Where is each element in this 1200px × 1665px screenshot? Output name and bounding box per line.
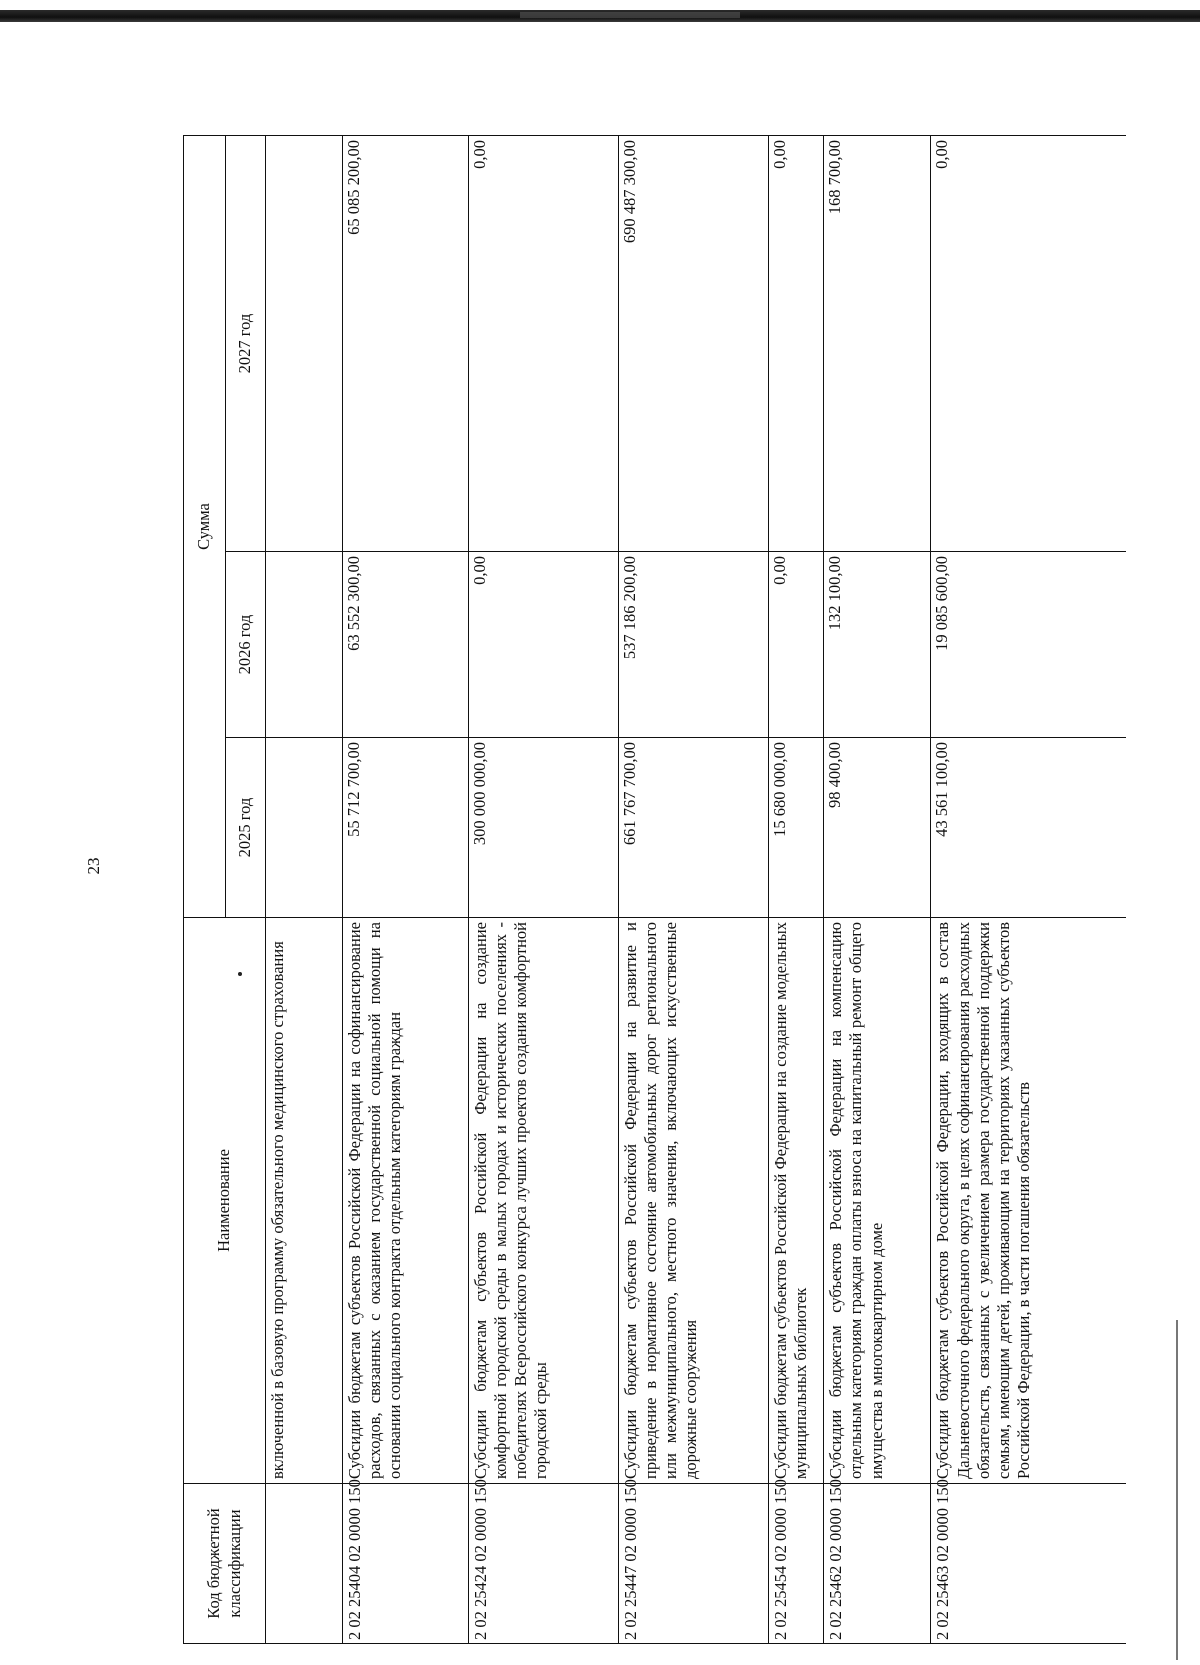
header-year-2026: 2026 год [226, 552, 266, 738]
table-row [618, 136, 768, 1644]
row-code [266, 1484, 343, 1644]
scan-edge-smudge [520, 12, 740, 18]
row-2027: 0,00 [468, 136, 618, 552]
row-2026: 537 186 200,00 [618, 552, 768, 738]
row-name: Субсидии бюджетам субъектов Российской Федерации, входящих в состав Дальневосточного федерального округа, в целях софинансирования расходных обязательств, связанных с увеличением размера государственной поддержки семьям, имеющим детей, проживающим на территориях указанных субъектов Российской Федерации, в части погашения обязательств [931, 918, 1126, 1484]
row-code: 2 02 25462 02 0000 150 [824, 1484, 931, 1644]
scan-right-edge [1176, 1320, 1178, 1660]
row-code: 2 02 25463 02 0000 150 [931, 1484, 1126, 1644]
row-2027: 0,00 [768, 136, 824, 552]
row-2025: 43 561 100,00 [931, 738, 1126, 918]
row-name: Субсидии бюджетам субъектов Российской Федерации на компенсацию отдельным категориям граждан оплаты взноса на капитальный ремонт общего имущества в многоквартирном доме [824, 918, 931, 1484]
row-code: 2 02 25424 02 0000 150 [468, 1484, 618, 1644]
row-name: Субсидии бюджетам субъектов Российской Федерации на создание комфортной городской среды в малых городах и исторических поселениях - победителях Всероссийского конкурса лучших проектов создания комфортной городской среды [468, 918, 618, 1484]
row-2025: 15 680 000,00 [768, 738, 824, 918]
row-2027: 168 700,00 [824, 136, 931, 552]
row-code: 2 02 25447 02 0000 150 [618, 1484, 768, 1644]
row-2025: 661 767 700,00 [618, 738, 768, 918]
budget-table [183, 135, 1126, 1644]
table-row [931, 136, 1126, 1644]
row-2025: 98 400,00 [824, 738, 931, 918]
header-year-2027: 2027 год [226, 136, 266, 552]
row-code: 2 02 25404 02 0000 150 [343, 1484, 468, 1644]
row-2026: 0,00 [768, 552, 824, 738]
row-code: 2 02 25454 02 0000 150 [768, 1484, 824, 1644]
header-sum: Сумма [184, 136, 226, 918]
row-2026: 132 100,00 [824, 552, 931, 738]
row-name: Субсидии бюджетам субъектов Российской Федерации на создание модельных муниципальных библиотек [768, 918, 824, 1484]
page-number: 23 [84, 857, 103, 875]
row-2025: 55 712 700,00 [343, 738, 468, 918]
row-name: Субсидии бюджетам субъектов Российской Федерации на развитие и приведение в нормативное состояние автомобильных дорог регионального или межмуниципального, местного значения, включающих искусственные дорожные сооружения [618, 918, 768, 1484]
row-2026 [266, 552, 343, 738]
table-row [343, 136, 468, 1644]
table-row [266, 136, 343, 1644]
row-2027: 0,00 [931, 136, 1126, 552]
row-2027: 690 487 300,00 [618, 136, 768, 552]
table-row [468, 136, 618, 1644]
row-2026: 0,00 [468, 552, 618, 738]
header-name: Наименование [184, 918, 266, 1484]
row-2026: 63 552 300,00 [343, 552, 468, 738]
header-code: Код бюджетной классификации [184, 1484, 266, 1644]
row-2027: 65 085 200,00 [343, 136, 468, 552]
row-2025: 300 000 000,00 [468, 738, 618, 918]
row-2027 [266, 136, 343, 552]
row-2026: 19 085 600,00 [931, 552, 1126, 738]
row-name: Субсидии бюджетам субъектов Российской Федерации на софинансирование расходов, связанных с оказанием государственной социальной помощи на основании социального контракта отдельным категориям граждан [343, 918, 468, 1484]
table-row [768, 136, 824, 1644]
row-2025 [266, 738, 343, 918]
header-year-2025: 2025 год [226, 738, 266, 918]
table-row [824, 136, 931, 1644]
rotated-table-container [183, 136, 1126, 1644]
row-name: включенной в базовую программу обязательного медицинского страхования [266, 918, 343, 1484]
